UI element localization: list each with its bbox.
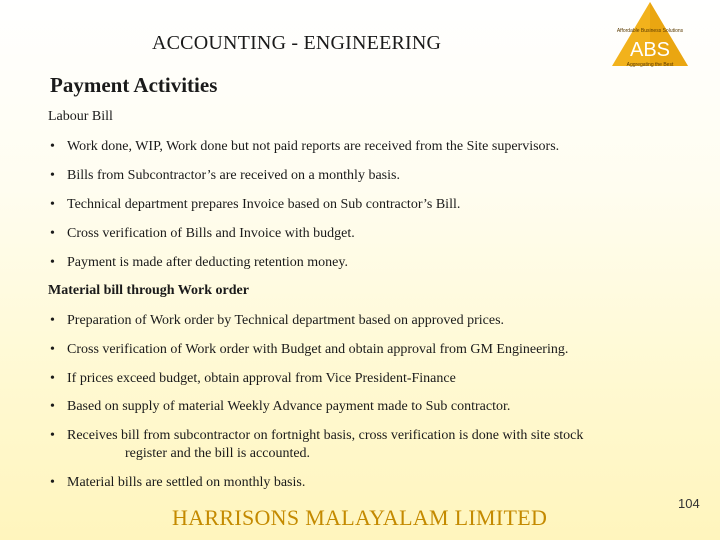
labour-bill-heading: Labour Bill xyxy=(48,109,113,124)
list-item-text: Technical department prepares Invoice based on Sub contractor’s Bill. xyxy=(67,197,461,212)
list-item-continuation: register and the bill is accounted. xyxy=(125,446,311,461)
section-heading: Payment Activities xyxy=(50,73,218,97)
list-item-text: Material bills are settled on monthly basis. xyxy=(67,475,306,490)
bullet-dot: • xyxy=(50,475,55,490)
list-item xyxy=(50,225,355,243)
list-item xyxy=(50,398,510,416)
list-item-text: Cross verification of Bills and Invoice with budget. xyxy=(67,226,355,241)
list-item xyxy=(50,427,583,463)
bullet-dot: • xyxy=(50,342,55,357)
list-item xyxy=(50,370,456,388)
list-item-text: Receives bill from subcontractor on fortnight basis, cross verification is done with site stock xyxy=(67,428,584,443)
bullet-dot: • xyxy=(50,139,55,154)
list-item xyxy=(50,341,568,359)
bullet-dot: • xyxy=(50,399,55,414)
list-item xyxy=(50,254,348,272)
list-item-text: Preparation of Work order by Technical department based on approved prices. xyxy=(67,313,505,328)
bullet-dot: • xyxy=(50,313,55,328)
list-item xyxy=(50,312,504,330)
bullet-dot: • xyxy=(50,255,55,270)
list-item xyxy=(50,138,559,156)
abs-logo xyxy=(608,0,692,72)
list-item xyxy=(50,167,400,185)
list-item-text: Bills from Subcontractor’s are received on a monthly basis. xyxy=(67,168,400,183)
list-item xyxy=(50,196,460,214)
list-item-text: Based on supply of material Weekly Advance payment made to Sub contractor. xyxy=(67,399,511,414)
list-item-text: If prices exceed budget, obtain approval from Vice President-Finance xyxy=(67,371,456,386)
list-item-text: Work done, WIP, Work done but not paid reports are received from the Site supervisors. xyxy=(67,139,560,154)
bullet-dot: • xyxy=(50,168,55,183)
slide-title: ACCOUNTING - ENGINEERING xyxy=(152,32,442,54)
list-item-text: Cross verification of Work order with Budget and obtain approval from GM Engineering. xyxy=(67,342,569,357)
logo-letters: ABS xyxy=(629,39,671,61)
logo-tagline: Aggregating the Best xyxy=(626,62,674,68)
material-bill-heading: Material bill through Work order xyxy=(48,283,249,298)
bullet-dot: • xyxy=(50,197,55,212)
list-item xyxy=(50,474,305,492)
bullet-dot: • xyxy=(50,371,55,386)
bullet-dot: • xyxy=(50,428,55,443)
logo-top-text: Affordable Business Solutions xyxy=(616,28,684,34)
bullet-dot: • xyxy=(50,226,55,241)
list-item-text: Payment is made after deducting retention money. xyxy=(67,255,348,270)
footer-company-name: HARRISONS MALAYALAM LIMITED xyxy=(172,505,548,530)
page-number: 104 xyxy=(678,496,700,511)
